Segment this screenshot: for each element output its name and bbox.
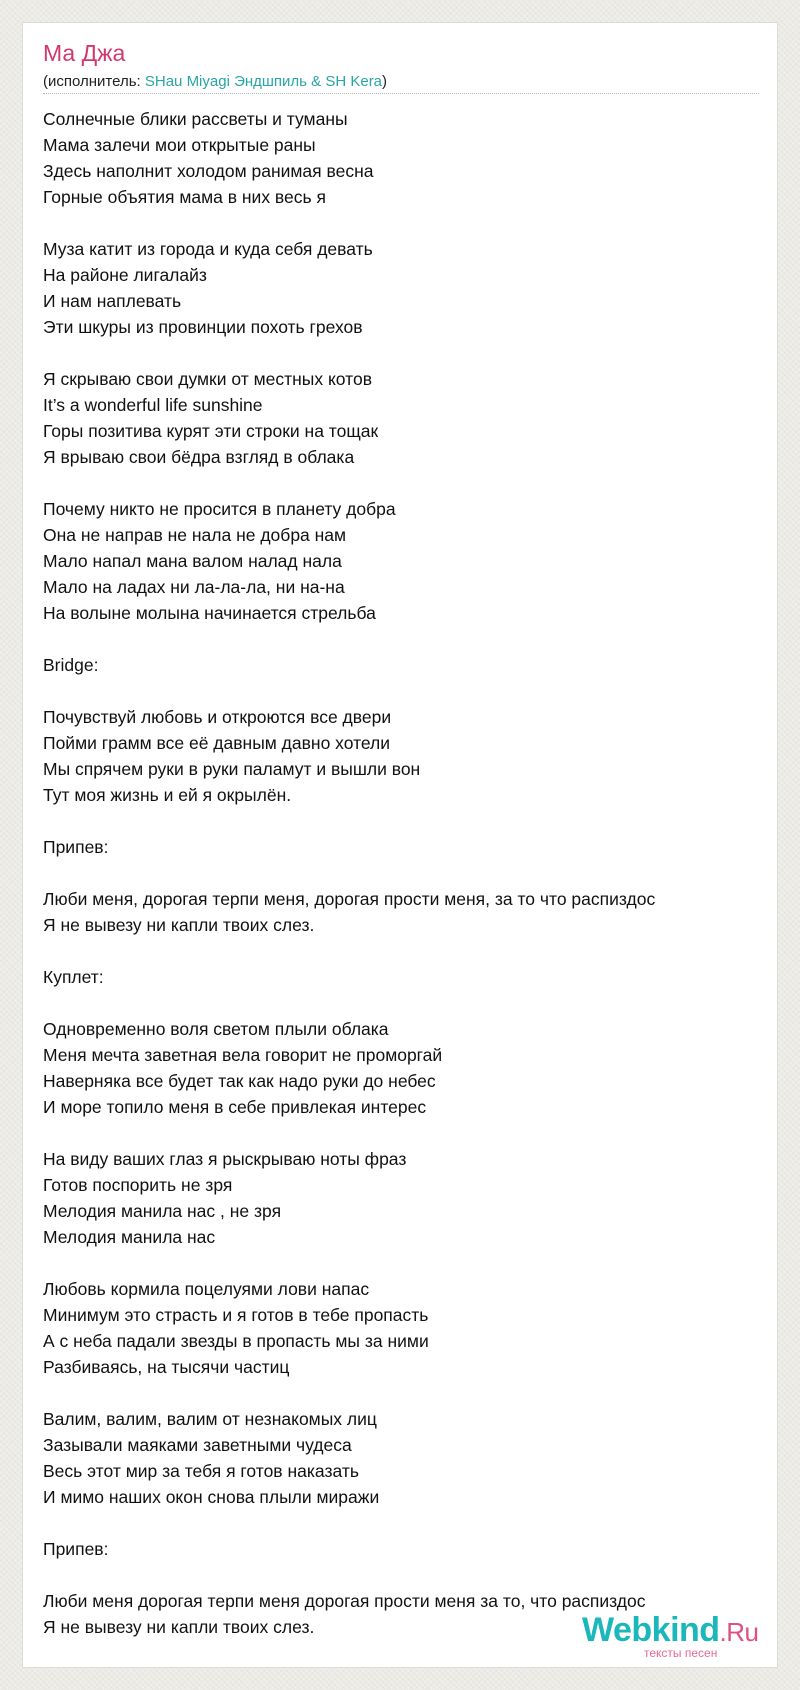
lyric-line: Мама залечи мои открытые раны — [43, 135, 316, 155]
lyric-line: Тут моя жизнь и ей я окрылён. — [43, 785, 292, 805]
lyric-line: Одновременно воля светом плыли облака — [43, 1019, 389, 1039]
lyric-blank-line — [43, 678, 763, 704]
lyric-line: Я не вывезу ни капли твоих слез. — [43, 915, 315, 935]
lyric-line: На виду ваших глаз я рыскрываю ноты фраз — [43, 1149, 407, 1169]
lyric-line: Готов поспорить не зря — [43, 1175, 233, 1195]
lyric-line: Припев: — [43, 837, 109, 857]
lyric-line: Муза катит из города и куда себя девать — [43, 239, 373, 259]
lyric-blank-line — [43, 210, 763, 236]
lyric-blank-line — [43, 1562, 763, 1588]
lyric-line: Мало напал мана валом налад нала — [43, 551, 342, 571]
lyric-line: На волыне молына начинается стрельба — [43, 603, 376, 623]
lyric-blank-line — [43, 808, 763, 834]
logo-wordmark — [582, 1613, 759, 1647]
logo-tld: .Ru — [719, 1617, 759, 1647]
lyric-line: И мимо наших окон снова плыли миражи — [43, 1487, 380, 1507]
lyric-line: Почему никто не просится в планету добра — [43, 499, 396, 519]
lyric-line: Любовь кормила поцелуями лови напас — [43, 1279, 370, 1299]
lyric-line: Припев: — [43, 1539, 109, 1559]
lyric-line: И нам наплевать — [43, 291, 182, 311]
webkind-logo[interactable] — [582, 1613, 772, 1663]
lyric-blank-line — [43, 340, 763, 366]
lyric-line: Мелодия манила нас , не зря — [43, 1201, 282, 1221]
lyric-line: Горные объятия мама в них весь я — [43, 187, 326, 207]
lyric-line: Люби меня дорогая терпи меня дорогая прости меня за то, что распиздос — [43, 1591, 646, 1611]
lyric-blank-line — [43, 938, 763, 964]
lyric-line: Эти шкуры из провинции похоть грехов — [43, 317, 363, 337]
lyric-line: Наверняка все будет так как надо руки до небес — [43, 1071, 436, 1091]
lyric-line: Горы позитива курят эти строки на тощак — [43, 421, 379, 441]
lyric-line: Мелодия манила нас — [43, 1227, 216, 1247]
artist-suffix: ) — [382, 73, 388, 90]
song-title: Ма Джа — [43, 40, 126, 66]
dotted-divider — [43, 93, 759, 94]
lyric-line: Зазывали маяками заветными чудеса — [43, 1435, 352, 1455]
lyric-line: Меня мечта заветная вела говорит не проморгай — [43, 1045, 443, 1065]
logo-word: Webkind — [582, 1611, 720, 1649]
lyric-line: Я врываю свои бёдра взгляд в облака — [43, 447, 355, 467]
lyric-blank-line — [43, 1510, 763, 1536]
lyric-line: Мало на ладах ни ла-ла-ла, ни на-на — [43, 577, 345, 597]
lyric-line: Мы спрячем руки в руки паламут и вышли вон — [43, 759, 421, 779]
lyric-blank-line — [43, 470, 763, 496]
artist-link[interactable]: SHau Miyagi Эндшпиль & SH Kera — [144, 73, 383, 90]
lyric-line: Bridge: — [43, 655, 99, 675]
lyric-line: Весь этот мир за тебя я готов наказать — [43, 1461, 359, 1481]
lyrics-card — [22, 22, 778, 1668]
lyric-blank-line — [43, 860, 763, 886]
lyric-blank-line — [43, 990, 763, 1016]
lyric-line: It’s a wonderful life sunshine — [43, 395, 263, 415]
lyrics-text — [43, 106, 763, 1640]
lyric-blank-line — [43, 1380, 763, 1406]
lyric-line: И море топило меня в себе привлекая интерес — [43, 1097, 427, 1117]
lyric-line: На районе лигалайз — [43, 265, 207, 285]
lyric-line: Пойми грамм все её давным давно хотели — [43, 733, 391, 753]
lyric-line: Она не направ не нала не добра нам — [43, 525, 347, 545]
lyric-line: Здесь наполнит холодом ранимая весна — [43, 161, 374, 181]
lyric-blank-line — [43, 1250, 763, 1276]
artist-prefix: (исполнитель: — [43, 73, 145, 90]
lyric-line: Минимум это страсть и я готов в тебе пропасть — [43, 1305, 429, 1325]
lyric-line: Почувствуй любовь и откроются все двери — [43, 707, 392, 727]
lyric-line: Валим, валим, валим от незнакомых лиц — [43, 1409, 377, 1429]
lyric-line: Я скрываю свои думки от местных котов — [43, 369, 373, 389]
lyric-blank-line — [43, 1120, 763, 1146]
logo-tagline: тексты песен — [644, 1646, 718, 1660]
lyric-line: Солнечные блики рассветы и туманы — [43, 109, 348, 129]
artist-line — [43, 74, 387, 89]
lyric-line: Люби меня, дорогая терпи меня, дорогая прости меня, за то что распиздос — [43, 889, 656, 909]
lyric-blank-line — [43, 626, 763, 652]
lyric-line: Куплет: — [43, 967, 104, 987]
lyric-line: А с неба падали звезды в пропасть мы за ними — [43, 1331, 429, 1351]
lyric-line: Разбиваясь, на тысячи частиц — [43, 1357, 290, 1377]
lyric-line: Я не вывезу ни капли твоих слез. — [43, 1617, 315, 1637]
